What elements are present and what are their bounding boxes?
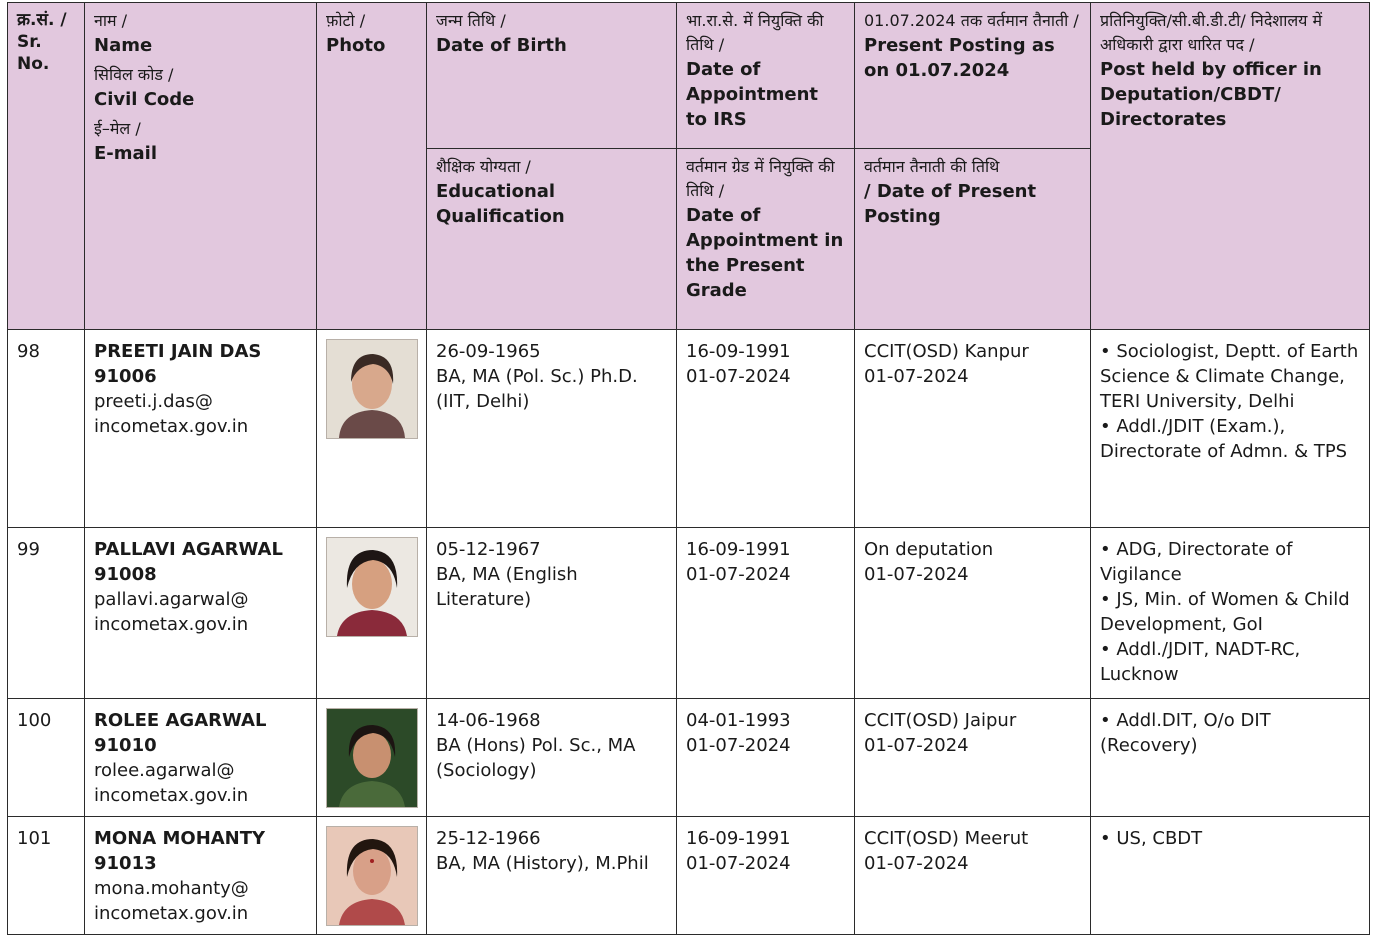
posting-date: 01-07-2024: [864, 853, 969, 874]
posts-held: [1091, 817, 1370, 935]
posting-date: 01-07-2024: [864, 366, 969, 387]
email-line-1: rolee.agarwal@: [94, 760, 235, 781]
officer-details: [85, 528, 317, 699]
dob-edu: [427, 528, 677, 699]
email-line-2: incometax.gov.in: [94, 614, 249, 635]
appointment-date: 04-01-1993: [686, 710, 791, 731]
dob-edu: [427, 699, 677, 817]
photo-cell: [317, 817, 427, 935]
grade-date: 01-07-2024: [686, 564, 791, 585]
header-posting-date: [855, 149, 1091, 330]
header-dob: [427, 3, 677, 149]
sr-no: 100: [8, 699, 85, 817]
appointment-date: 16-09-1991: [686, 341, 791, 362]
grade-date: 01-07-2024: [686, 853, 791, 874]
email-line-2: incometax.gov.in: [94, 903, 249, 924]
officer-details: [85, 699, 317, 817]
header-name-en: Name: [94, 35, 153, 56]
email-line-1: mona.mohanty@: [94, 878, 249, 899]
post-item: • Addl./JDIT, NADT-RC, Lucknow: [1100, 639, 1301, 685]
present-posting: CCIT(OSD) Jaipur: [864, 710, 1017, 731]
email-line-2: incometax.gov.in: [94, 785, 249, 806]
appointment-date: 16-09-1991: [686, 539, 791, 560]
table-row: [8, 699, 1370, 817]
header-email-en: E-mail: [94, 143, 158, 164]
education: BA, MA (History), M.Phil: [436, 853, 649, 874]
sr-no: 98: [8, 330, 85, 528]
header-photo-en: Photo: [326, 35, 386, 56]
officer-details: [85, 330, 317, 528]
header-appointment: [677, 3, 855, 149]
header-appt-en: Date of Appointment to IRS: [686, 59, 819, 130]
header-posting-en: Present Posting as on 01.07.2024: [864, 35, 1055, 81]
education: BA (Hons) Pol. Sc., MA (Sociology): [436, 735, 636, 781]
dob-edu: [427, 330, 677, 528]
sr-no: 99: [8, 528, 85, 699]
sr-no: 101: [8, 817, 85, 935]
posts-held: [1091, 330, 1370, 528]
dob: 05-12-1967: [436, 539, 541, 560]
appointment-dates: [677, 817, 855, 935]
dob: 26-09-1965: [436, 341, 541, 362]
officer-name: PALLAVI AGARWAL: [94, 539, 283, 560]
officer-roster-table: [7, 2, 1370, 935]
header-civil-en: Civil Code: [94, 89, 195, 110]
officer-name: ROLEE AGARWAL: [94, 710, 267, 731]
grade-date: 01-07-2024: [686, 366, 791, 387]
header-email-hi: ई–मेल /: [94, 119, 141, 138]
portrait-icon: [327, 827, 417, 925]
post-item: • Addl.DIT, O/o DIT (Recovery): [1100, 710, 1271, 756]
officer-name: PREETI JAIN DAS: [94, 341, 262, 362]
header-edu-hi: शैक्षिक योग्यता /: [436, 157, 531, 176]
email-line-1: pallavi.agarwal@: [94, 589, 249, 610]
header-name-hi: नाम /: [94, 11, 128, 30]
header-name-code-email: [85, 3, 317, 330]
education: BA, MA (English Literature): [436, 564, 578, 610]
posting-details: [855, 699, 1091, 817]
present-posting: CCIT(OSD) Kanpur: [864, 341, 1029, 362]
present-posting: CCIT(OSD) Meerut: [864, 828, 1029, 849]
table-row: [8, 330, 1370, 528]
header-dob-en: Date of Birth: [436, 35, 567, 56]
table-row: [8, 528, 1370, 699]
photo-cell: [317, 699, 427, 817]
posts-held: [1091, 528, 1370, 699]
post-item: • Sociologist, Deptt. of Earth Science & Climate Change, TERI University, Delhi: [1100, 341, 1359, 412]
header-grade-hi: वर्तमान ग्रेड में नियुक्ति की तिथि /: [686, 157, 835, 200]
posting-details: [855, 817, 1091, 935]
header-posting-hi: 01.07.2024 तक वर्तमान तैनाती /: [864, 11, 1079, 30]
photo-cell: [317, 330, 427, 528]
header-civil-hi: सिविल कोड /: [94, 65, 174, 84]
header-photo: [317, 3, 427, 330]
appointment-dates: [677, 330, 855, 528]
dob-edu: [427, 817, 677, 935]
header-posting: [855, 3, 1091, 149]
header-grade: [677, 149, 855, 330]
header-grade-en: Date of Appointment in the Present Grade: [686, 205, 844, 301]
header-dob-hi: जन्म तिथि /: [436, 11, 506, 30]
appointment-dates: [677, 699, 855, 817]
header-photo-hi: फ़ोटो /: [326, 11, 366, 30]
header-post-date-hi: वर्तमान तैनाती की तिथि: [864, 157, 1000, 176]
header-deputation: [1091, 3, 1370, 330]
header-deput-hi: प्रतिनियुक्ति/सी.बी.डी.टी/ निदेशालय में अधिकारी द्वारा धारित पद /: [1100, 11, 1323, 54]
grade-date: 01-07-2024: [686, 735, 791, 756]
posting-details: [855, 330, 1091, 528]
civil-code: 91006: [94, 366, 157, 387]
email-line-1: preeti.j.das@: [94, 391, 213, 412]
table-row: [8, 817, 1370, 935]
post-item: • ADG, Directorate of Vigilance: [1100, 539, 1293, 585]
portrait-icon: [327, 538, 417, 636]
portrait-icon: [327, 709, 417, 807]
header-post-date-en: / Date of Present Posting: [864, 181, 1037, 227]
header-row-1: [8, 3, 1370, 149]
officer-photo: [326, 537, 418, 637]
civil-code: 91010: [94, 735, 157, 756]
email-line-2: incometax.gov.in: [94, 416, 249, 437]
photo-cell: [317, 528, 427, 699]
appointment-date: 16-09-1991: [686, 828, 791, 849]
header-education: [427, 149, 677, 330]
civil-code: 91013: [94, 853, 157, 874]
present-posting: On deputation: [864, 539, 994, 560]
dob: 25-12-1966: [436, 828, 541, 849]
header-edu-en: Educational Qualification: [436, 181, 565, 227]
officer-photo: [326, 826, 418, 926]
civil-code: 91008: [94, 564, 157, 585]
portrait-icon: [327, 340, 417, 438]
post-item: • US, CBDT: [1100, 828, 1203, 849]
header-appt-hi: भा.रा.से. में नियुक्ति की तिथि /: [686, 11, 824, 54]
header-deput-en: Post held by officer in Deputation/CBDT/ Directorates: [1100, 59, 1322, 130]
officer-name: MONA MOHANTY: [94, 828, 266, 849]
posting-date: 01-07-2024: [864, 564, 969, 585]
posting-details: [855, 528, 1091, 699]
post-item: • JS, Min. of Women & Child Development, GoI: [1100, 589, 1350, 635]
posts-held: [1091, 699, 1370, 817]
officer-photo: [326, 339, 418, 439]
dob: 14-06-1968: [436, 710, 541, 731]
post-item: • Addl./JDIT (Exam.), Directorate of Admn. & TPS: [1100, 416, 1348, 462]
officer-details: [85, 817, 317, 935]
appointment-dates: [677, 528, 855, 699]
posting-date: 01-07-2024: [864, 735, 969, 756]
officer-photo: [326, 708, 418, 808]
education: BA, MA (Pol. Sc.) Ph.D. (IIT, Delhi): [436, 366, 638, 412]
header-sr-no: क्र.सं. / Sr. No.: [8, 3, 85, 330]
